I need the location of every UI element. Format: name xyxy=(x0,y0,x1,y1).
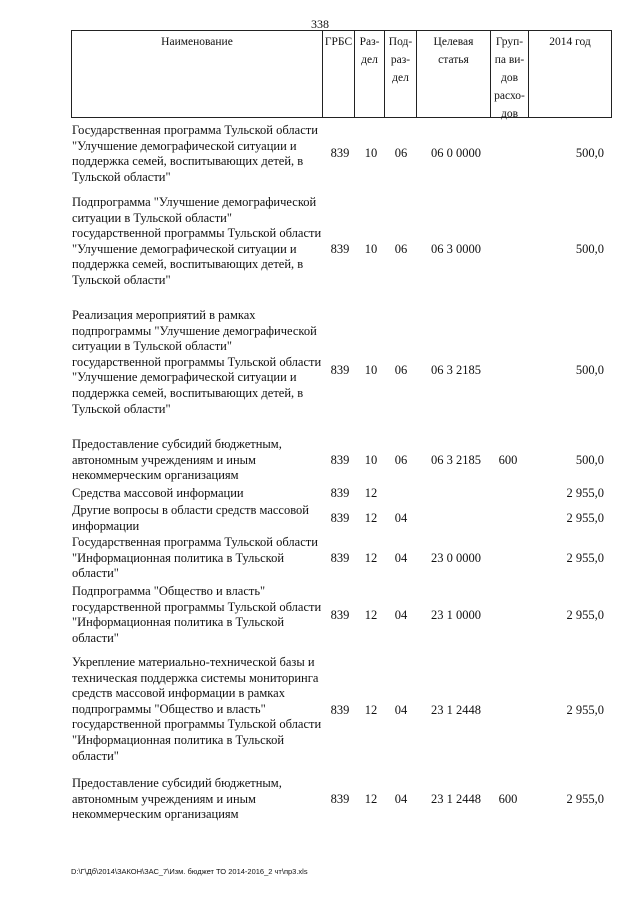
row-sum: 500,0 xyxy=(575,242,604,256)
header-celevaya: Целевая статья xyxy=(416,31,490,117)
row-podrazdel: 04 xyxy=(394,608,408,622)
header-name: Наименование xyxy=(161,36,233,48)
row-name: Средства массовой информации xyxy=(72,486,244,500)
table-row xyxy=(72,584,612,646)
row-podrazdel: 04 xyxy=(394,703,408,717)
header-gruppa: Груп- па ви- дов расхо- дов xyxy=(490,31,528,117)
row-razdel: 10 xyxy=(364,242,378,256)
row-gruppa: 600 xyxy=(498,453,518,467)
row-podrazdel: 06 xyxy=(394,242,408,256)
row-celevaya: 06 3 2185 xyxy=(431,453,481,467)
row-grbs: 839 xyxy=(330,792,350,806)
row-name: Подпрограмма "Общество и власть" государственной программы Тульской области "Информационная политика в Тульской области" xyxy=(72,584,322,645)
row-celevaya: 06 0 0000 xyxy=(431,146,481,160)
row-grbs: 839 xyxy=(330,703,350,717)
row-sum: 2 955,0 xyxy=(566,551,604,565)
row-celevaya: 23 0 0000 xyxy=(431,551,481,565)
row-razdel: 12 xyxy=(364,792,378,806)
row-grbs: 839 xyxy=(330,146,350,160)
row-grbs: 839 xyxy=(330,511,350,525)
header-grbs: ГРБС xyxy=(322,31,354,117)
row-grbs: 839 xyxy=(330,242,350,256)
row-podrazdel: 06 xyxy=(394,363,408,377)
row-sum: 2 955,0 xyxy=(566,792,604,806)
row-podrazdel: 04 xyxy=(394,551,408,565)
row-sum: 500,0 xyxy=(575,363,604,377)
row-grbs: 839 xyxy=(330,551,350,565)
row-celevaya: 06 3 2185 xyxy=(431,363,481,377)
table-row xyxy=(72,655,612,765)
row-grbs: 839 xyxy=(330,363,350,377)
table-row xyxy=(72,776,612,823)
row-grbs: 839 xyxy=(330,486,350,500)
row-razdel: 10 xyxy=(364,363,378,377)
row-name: Укрепление материально-технической базы и техническая поддержка системы мониторинга средств массовой информации в рамках подпрограммы "Общество и власть" государственной программы Тульской области "Информационная политика в Тульской области" xyxy=(72,655,322,763)
row-celevaya: 23 1 2448 xyxy=(431,792,481,806)
row-sum: 500,0 xyxy=(575,146,604,160)
row-name: Другие вопросы в области средств массовой информации xyxy=(72,503,309,533)
row-sum: 2 955,0 xyxy=(566,608,604,622)
file-path-footer: D:\Г\Дб\2014\ЗАКОН\ЗАС_7\Изм. бюджет ТО 2014-2016_2 чт\пр3.xls xyxy=(71,867,308,876)
row-podrazdel: 04 xyxy=(394,511,408,525)
row-razdel: 10 xyxy=(364,453,378,467)
row-celevaya: 23 1 2448 xyxy=(431,703,481,717)
row-sum: 500,0 xyxy=(575,453,604,467)
row-name: Подпрограмма "Улучшение демографической ситуации в Тульской области" государственной программы Тульской области "Улучшение демографической ситуации и поддержка семей, воспитывающих детей, в Тульской области" xyxy=(72,195,322,287)
row-podrazdel: 06 xyxy=(394,453,408,467)
row-celevaya: 23 1 0000 xyxy=(431,608,481,622)
row-razdel: 10 xyxy=(364,146,378,160)
row-gruppa: 600 xyxy=(498,792,518,806)
row-razdel: 12 xyxy=(364,486,378,500)
page-number: 338 xyxy=(311,17,329,31)
row-celevaya: 06 3 0000 xyxy=(431,242,481,256)
row-podrazdel: 04 xyxy=(394,792,408,806)
row-razdel: 12 xyxy=(364,551,378,565)
row-grbs: 839 xyxy=(330,453,350,467)
row-razdel: 12 xyxy=(364,511,378,525)
table-row xyxy=(72,486,612,502)
table-row xyxy=(72,123,612,185)
header-year: 2014 год xyxy=(528,31,611,117)
header-razdel: Раз- дел xyxy=(354,31,384,117)
row-podrazdel: 06 xyxy=(394,146,408,160)
table-row xyxy=(72,535,612,582)
table-row xyxy=(72,503,612,534)
row-sum: 2 955,0 xyxy=(566,703,604,717)
row-name: Реализация мероприятий в рамках подпрограммы "Улучшение демографической ситуации в Тульской области" государственной программы Тульской области "Улучшение демографической ситуации и поддержка семей, воспитывающих детей, в Тульской области" xyxy=(72,308,322,416)
table-row xyxy=(72,195,612,305)
header-podrazdel: Под- раз- дел xyxy=(384,31,416,117)
row-razdel: 12 xyxy=(364,608,378,622)
row-name: Государственная программа Тульской области "Информационная политика в Тульской области" xyxy=(72,535,318,581)
row-name: Предоставление субсидий бюджетным, автономным учреждениям и иным некоммерческим организациям xyxy=(72,437,282,483)
row-name: Предоставление субсидий бюджетным, автономным учреждениям и иным некоммерческим организациям xyxy=(72,776,282,822)
table-row xyxy=(72,437,612,484)
row-sum: 2 955,0 xyxy=(566,486,604,500)
row-sum: 2 955,0 xyxy=(566,511,604,525)
row-razdel: 12 xyxy=(364,703,378,717)
row-grbs: 839 xyxy=(330,608,350,622)
table-row xyxy=(72,308,612,434)
row-name: Государственная программа Тульской области "Улучшение демографической ситуации и поддержка семей, воспитывающих детей, в Тульской области" xyxy=(72,123,318,184)
table-header xyxy=(71,30,612,118)
